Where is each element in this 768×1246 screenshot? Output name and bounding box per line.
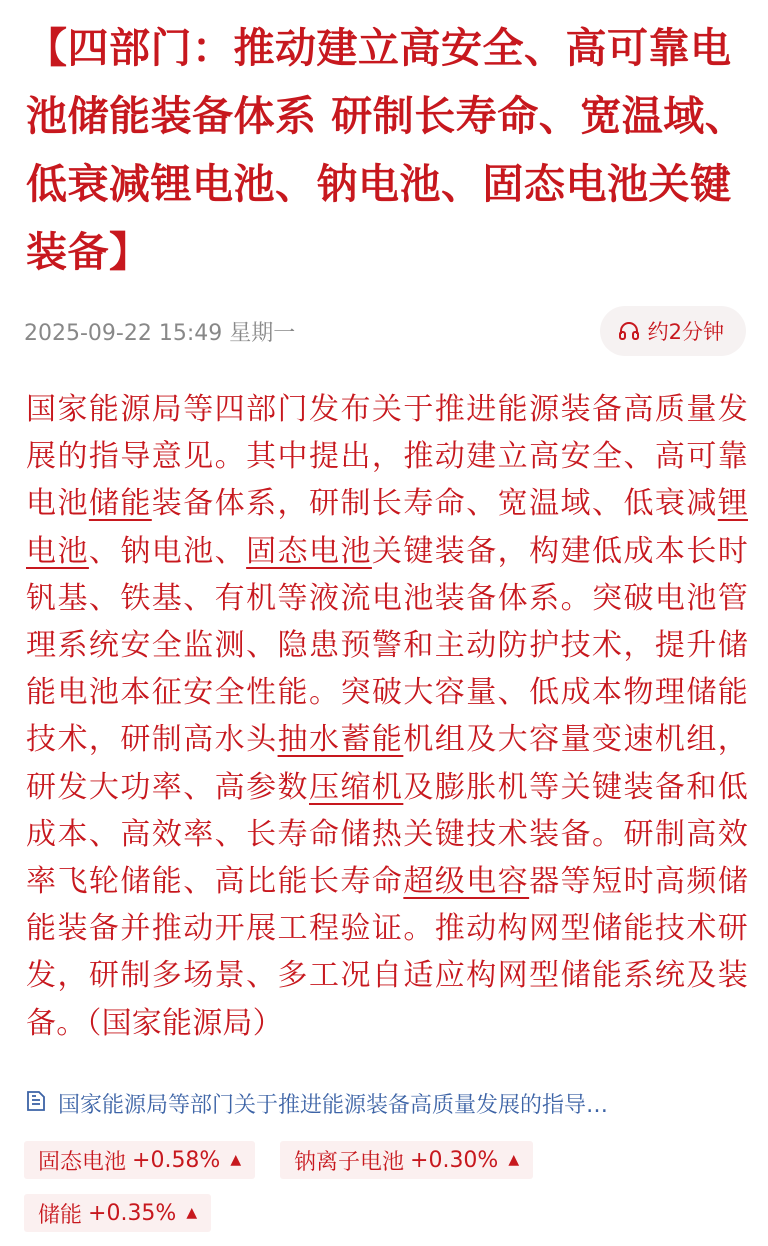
link-supercapacitor[interactable]: 超级电容 <box>403 864 530 900</box>
stock-tag-sodium-ion-battery[interactable] <box>280 1141 533 1179</box>
article-body <box>26 386 748 1047</box>
tag-name: 钠离子电池 <box>294 1149 405 1175</box>
stock-tag-energy-storage[interactable] <box>24 1194 211 1232</box>
stock-tag-solid-state-battery[interactable] <box>24 1141 255 1179</box>
up-arrow-icon: ▲ <box>186 1205 198 1221</box>
link-energy-storage[interactable]: 储能 <box>88 486 152 522</box>
link-solid-state-battery[interactable]: 固态电池 <box>246 533 372 569</box>
link-pumped-storage[interactable]: 抽水蓄能 <box>277 722 404 758</box>
up-arrow-icon: ▲ <box>508 1152 520 1168</box>
tag-change: +0.30% <box>410 1147 499 1173</box>
related-document-title: 国家能源局等部门关于推进能源装备高质量发展的指导… <box>58 1093 609 1118</box>
article-meta <box>24 306 746 354</box>
article-title: 【四部门：推动建立高安全、高可靠电池储能装备体系 研制长寿命、宽温域、低衰减锂电池、钠电池、固态电池关键装备】 <box>26 24 747 276</box>
body-text-segment: 、钠电池、 <box>88 533 247 569</box>
body-text-segment: 及膨胀机等关键装备和低成本、高效率、长寿命储热关键技术装备。研制高效率飞轮储能、高比能长寿命 <box>26 769 748 900</box>
up-arrow-icon: ▲ <box>230 1152 242 1168</box>
body-text-segment: 关键装备，构建低成本长时钒基、铁基、有机等液流电池装备体系。突破电池管理系统安全监测、隐患预警和主动防护技术，提升储能电池本征安全性能。突破大容量、低成本物理储能技术，研制高水头 <box>26 533 748 758</box>
tag-change: +0.35% <box>88 1200 177 1226</box>
headphones-icon <box>618 321 640 341</box>
body-text-segment: 装备体系，研制长寿命、宽温域、低衰减 <box>151 486 718 522</box>
read-time-label: 约2分钟 <box>647 320 724 344</box>
body-text-segment: 机组及大容量变速机组，研发大功率、高参数 <box>26 722 748 805</box>
publish-date: 2025-09-22 15:49 星期一 <box>24 321 296 346</box>
tag-name: 固态电池 <box>38 1149 127 1175</box>
body-text-segment: 器等短时高频储能装备并推动开展工程验证。推动构网型储能技术研发，研制多场景、多工况自适应构网型储能系统及装备。（国家能源局） <box>26 864 748 1041</box>
document-icon <box>24 1089 48 1119</box>
tag-change: +0.58% <box>132 1147 221 1173</box>
read-time-button[interactable] <box>600 306 746 356</box>
tag-name: 储能 <box>38 1202 83 1228</box>
related-document-link[interactable] <box>24 1088 746 1119</box>
body-text-segment: 国家能源局等四部门发布关于推进能源装备高质量发展的指导意见。其中提出，推动建立高安全、高可靠电池 <box>26 392 748 522</box>
link-lithium-battery[interactable]: 锂电池 <box>26 486 748 569</box>
link-compressor[interactable]: 压缩机 <box>309 769 404 805</box>
